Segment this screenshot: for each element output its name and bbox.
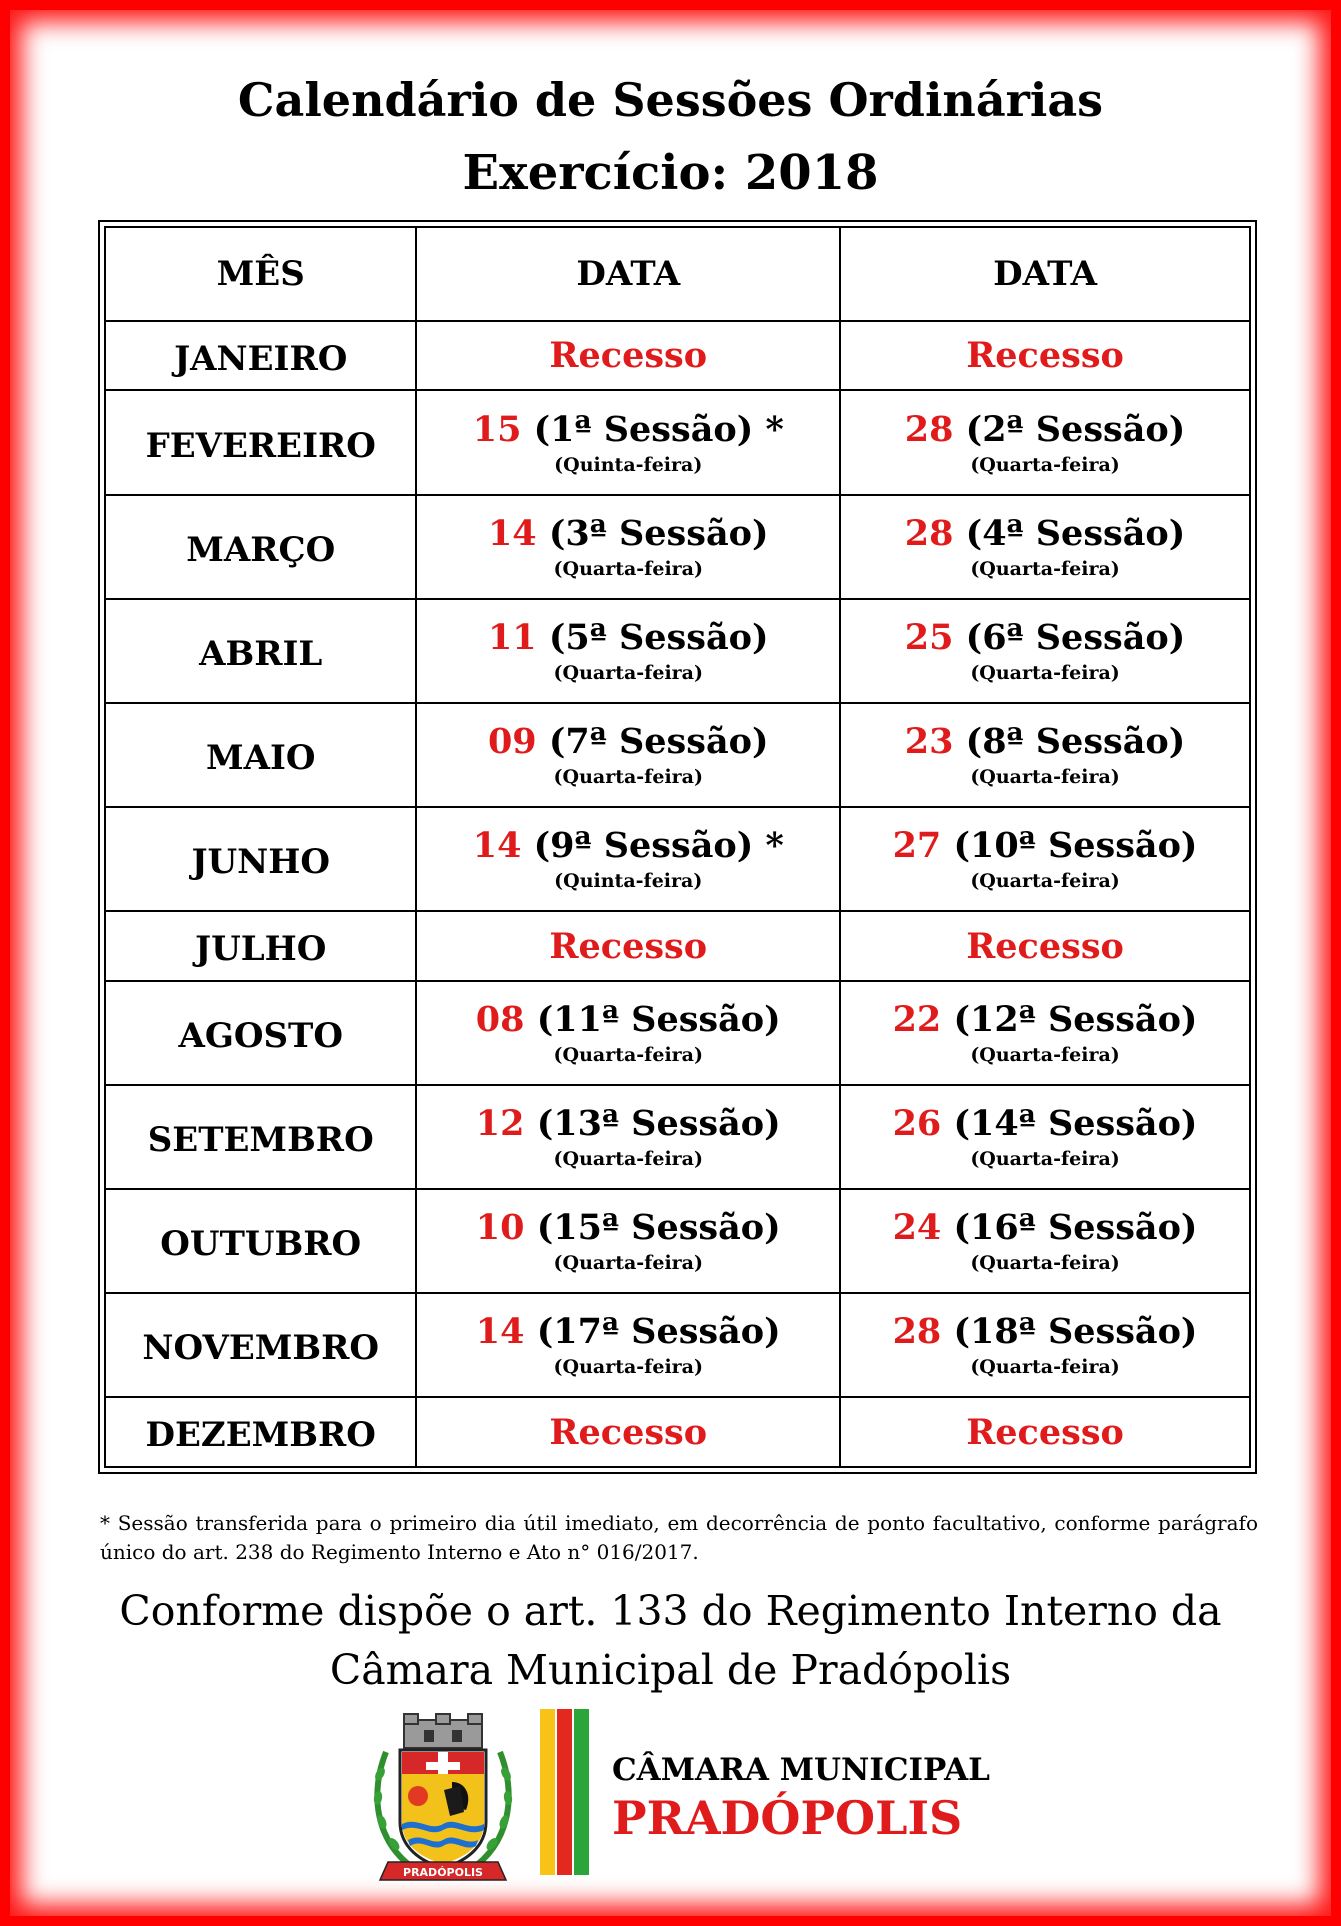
session-number: (6ª Sessão) bbox=[965, 616, 1186, 658]
session-line bbox=[841, 824, 1249, 868]
table-row bbox=[105, 495, 1250, 599]
session-line bbox=[841, 998, 1249, 1042]
session-day: 22 bbox=[892, 998, 942, 1040]
session-day: 14 bbox=[472, 825, 522, 867]
table-row bbox=[105, 1189, 1250, 1293]
session-day: 15 bbox=[472, 408, 522, 450]
session-number: (17ª Sessão) bbox=[536, 1311, 781, 1353]
session-weekday: (Quinta-feira) bbox=[554, 870, 703, 893]
session-date-cell bbox=[840, 981, 1250, 1085]
session-line bbox=[417, 720, 839, 764]
session-line bbox=[841, 1206, 1249, 1250]
month-cell: ABRIL bbox=[105, 599, 416, 703]
session-date-cell bbox=[840, 1293, 1250, 1397]
session-date-cell bbox=[416, 390, 840, 494]
session-number: (10ª Sessão) bbox=[953, 825, 1198, 867]
logo-text-city: PRADÓPOLIS bbox=[612, 1791, 963, 1845]
session-day: 24 bbox=[892, 1207, 942, 1249]
table-row bbox=[105, 599, 1250, 703]
month-cell: NOVEMBRO bbox=[105, 1293, 416, 1397]
session-weekday: (Quarta-feira) bbox=[553, 557, 703, 580]
session-day: 28 bbox=[892, 1311, 942, 1353]
session-weekday: (Quarta-feira) bbox=[970, 1356, 1120, 1379]
session-number: (13ª Sessão) bbox=[536, 1103, 781, 1145]
column-header-date-2: DATA bbox=[840, 227, 1250, 321]
session-line bbox=[417, 1102, 839, 1146]
session-day: 10 bbox=[475, 1207, 525, 1249]
session-line bbox=[417, 998, 839, 1042]
session-line bbox=[841, 512, 1249, 556]
session-line bbox=[841, 720, 1249, 764]
table-row bbox=[105, 1397, 1250, 1467]
session-day: 23 bbox=[904, 721, 954, 763]
session-weekday: (Quarta-feira) bbox=[970, 661, 1120, 684]
recesso-cell: Recesso bbox=[840, 1397, 1250, 1467]
page-title: Calendário de Sessões Ordinárias bbox=[237, 73, 1104, 127]
session-line bbox=[417, 408, 839, 452]
session-day: 14 bbox=[487, 512, 537, 554]
session-date-cell bbox=[416, 599, 840, 703]
table-row bbox=[105, 1293, 1250, 1397]
session-date-cell bbox=[416, 981, 840, 1085]
footnote: * Sessão transferida para o primeiro dia útil imediato, em decorrência de ponto facultativo, conforme parágrafo único do art. 238 do Regimento Interno e Ato n° 016/2017. bbox=[100, 1511, 1258, 1564]
session-number: (16ª Sessão) bbox=[953, 1207, 1198, 1249]
session-date-cell bbox=[416, 1189, 840, 1293]
month-cell: FEVEREIRO bbox=[105, 390, 416, 494]
session-weekday: (Quarta-feira) bbox=[970, 453, 1120, 476]
session-date-cell bbox=[840, 495, 1250, 599]
session-number: (2ª Sessão) bbox=[965, 408, 1186, 450]
session-number: (15ª Sessão) bbox=[536, 1207, 781, 1249]
table-row bbox=[105, 981, 1250, 1085]
column-header-date-1: DATA bbox=[416, 227, 840, 321]
table-header-row bbox=[105, 227, 1250, 321]
month-cell: JUNHO bbox=[105, 807, 416, 911]
coat-of-arms-icon bbox=[368, 1712, 518, 1884]
session-line bbox=[417, 616, 839, 660]
month-cell: MARÇO bbox=[105, 495, 416, 599]
session-line bbox=[841, 1310, 1249, 1354]
session-date-cell bbox=[416, 807, 840, 911]
session-number: (7ª Sessão) bbox=[548, 721, 769, 763]
session-weekday: (Quarta-feira) bbox=[970, 1148, 1120, 1171]
recesso-cell: Recesso bbox=[840, 321, 1250, 390]
page-subtitle: Exercício: 2018 bbox=[462, 145, 879, 201]
session-day: 28 bbox=[904, 408, 954, 450]
session-day: 28 bbox=[904, 512, 954, 554]
month-cell: AGOSTO bbox=[105, 981, 416, 1085]
session-line bbox=[417, 1206, 839, 1250]
session-number: (14ª Sessão) bbox=[953, 1103, 1198, 1145]
crest-ribbon-text: PRADÓPOLIS bbox=[403, 1866, 483, 1879]
session-weekday: (Quarta-feira) bbox=[553, 1043, 703, 1066]
session-number: (3ª Sessão) bbox=[548, 512, 769, 554]
month-cell: DEZEMBRO bbox=[105, 1397, 416, 1467]
month-cell: MAIO bbox=[105, 703, 416, 807]
flag-stripes bbox=[540, 1709, 590, 1875]
session-day: 26 bbox=[892, 1103, 942, 1145]
session-number: (4ª Sessão) bbox=[965, 512, 1186, 554]
session-day: 12 bbox=[475, 1103, 525, 1145]
recesso-cell: Recesso bbox=[840, 911, 1250, 980]
session-date-cell bbox=[840, 1085, 1250, 1189]
table-row bbox=[105, 911, 1250, 980]
session-day: 25 bbox=[904, 616, 954, 658]
session-weekday: (Quinta-feira) bbox=[554, 453, 703, 476]
sessions-table bbox=[98, 220, 1257, 1474]
table-row bbox=[105, 807, 1250, 911]
session-weekday: (Quarta-feira) bbox=[970, 870, 1120, 893]
session-weekday: (Quarta-feira) bbox=[553, 1356, 703, 1379]
table-row bbox=[105, 703, 1250, 807]
session-weekday: (Quarta-feira) bbox=[970, 1252, 1120, 1275]
session-day: 08 bbox=[475, 998, 525, 1040]
logo-text-camara: CÂMARA MUNICIPAL bbox=[612, 1752, 990, 1788]
session-date-cell bbox=[416, 1085, 840, 1189]
session-line bbox=[417, 824, 839, 868]
session-weekday: (Quarta-feira) bbox=[970, 1043, 1120, 1066]
session-number: (8ª Sessão) bbox=[965, 721, 1186, 763]
session-day: 11 bbox=[487, 616, 537, 658]
session-number: (18ª Sessão) bbox=[953, 1311, 1198, 1353]
session-date-cell bbox=[840, 703, 1250, 807]
flag-stripe-green bbox=[574, 1709, 589, 1875]
session-weekday: (Quarta-feira) bbox=[553, 1148, 703, 1171]
flag-stripe-yellow bbox=[540, 1709, 555, 1875]
session-weekday: (Quarta-feira) bbox=[553, 1252, 703, 1275]
session-line bbox=[841, 616, 1249, 660]
conformity-text-line-1: Conforme dispõe o art. 133 do Regimento Interno da bbox=[119, 1587, 1222, 1635]
session-weekday: (Quarta-feira) bbox=[970, 766, 1120, 789]
session-weekday: (Quarta-feira) bbox=[553, 661, 703, 684]
session-line bbox=[841, 1102, 1249, 1146]
month-cell: JULHO bbox=[105, 911, 416, 980]
session-line bbox=[417, 512, 839, 556]
session-day: 14 bbox=[475, 1311, 525, 1353]
flag-stripe-red bbox=[557, 1709, 572, 1875]
session-number: (9ª Sessão) * bbox=[533, 825, 784, 867]
session-date-cell bbox=[840, 807, 1250, 911]
table-row bbox=[105, 1085, 1250, 1189]
session-date-cell bbox=[416, 1293, 840, 1397]
session-line bbox=[417, 1310, 839, 1354]
table-row bbox=[105, 390, 1250, 494]
session-weekday: (Quarta-feira) bbox=[970, 557, 1120, 580]
session-date-cell bbox=[840, 1189, 1250, 1293]
session-line bbox=[841, 408, 1249, 452]
recesso-cell: Recesso bbox=[416, 321, 840, 390]
session-day: 09 bbox=[487, 721, 537, 763]
session-number: (5ª Sessão) bbox=[548, 616, 769, 658]
month-cell: JANEIRO bbox=[105, 321, 416, 390]
session-date-cell bbox=[416, 495, 840, 599]
session-date-cell bbox=[416, 703, 840, 807]
recesso-cell: Recesso bbox=[416, 1397, 840, 1467]
conformity-text-line-2: Câmara Municipal de Pradópolis bbox=[329, 1646, 1012, 1694]
month-cell: OUTUBRO bbox=[105, 1189, 416, 1293]
session-number: (11ª Sessão) bbox=[536, 998, 781, 1040]
column-header-month: MÊS bbox=[105, 227, 416, 321]
table-row bbox=[105, 321, 1250, 390]
session-date-cell bbox=[840, 390, 1250, 494]
month-cell: SETEMBRO bbox=[105, 1085, 416, 1189]
session-date-cell bbox=[840, 599, 1250, 703]
session-weekday: (Quarta-feira) bbox=[553, 766, 703, 789]
session-number: (12ª Sessão) bbox=[953, 998, 1198, 1040]
session-day: 27 bbox=[892, 825, 942, 867]
recesso-cell: Recesso bbox=[416, 911, 840, 980]
session-number: (1ª Sessão) * bbox=[533, 408, 784, 450]
